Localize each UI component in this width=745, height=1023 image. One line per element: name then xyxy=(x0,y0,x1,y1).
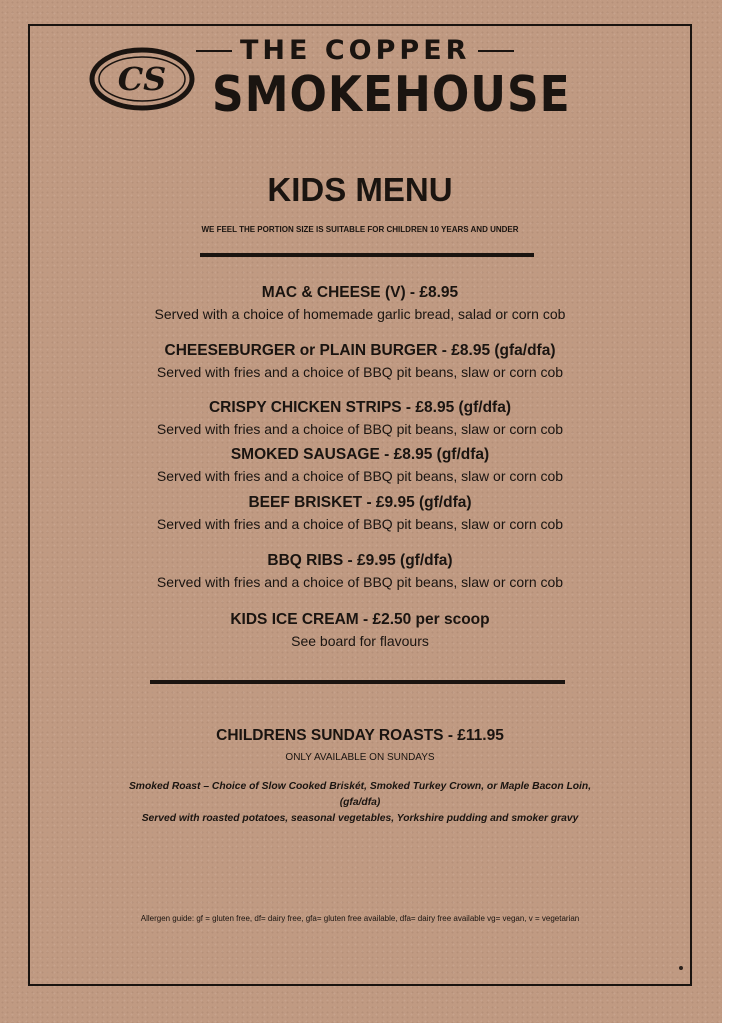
item-name: KIDS ICE CREAM - £2.50 per scoop xyxy=(230,611,490,628)
item-description: Served with fries and a choice of BBQ pit beans, slaw or corn cob xyxy=(156,364,564,380)
menu-item xyxy=(28,609,692,651)
sunday-roast-line: Smoked Roast – Choice of Slow Cooked Briskét, Smoked Turkey Crown, or Maple Bacon Loin, xyxy=(128,781,592,792)
menu-item xyxy=(28,340,692,382)
brand-logo xyxy=(88,36,628,126)
sunday-roast-sides: Served with roasted potatoes, seasonal vegetables, Yorkshire pudding and smoker gravy xyxy=(141,813,579,824)
item-description: Served with fries and a choice of BBQ pit beans, slaw or corn cob xyxy=(156,516,564,532)
logo-dash-left xyxy=(196,50,232,52)
item-description: See board for flavours xyxy=(291,633,429,649)
logo-top-line xyxy=(196,36,616,66)
item-name: BEEF BRISKET - £9.95 (gf/dfa) xyxy=(248,494,472,511)
item-description: Served with fries and a choice of BBQ pit beans, slaw or corn cob xyxy=(156,468,564,484)
menu-item xyxy=(28,397,692,439)
menu-item xyxy=(28,550,692,592)
item-name: BBQ RIBS - £9.95 (gf/dfa) xyxy=(267,552,453,569)
logo-monogram-text: CS xyxy=(117,60,167,98)
cs-monogram-icon xyxy=(88,46,196,112)
section-divider xyxy=(150,680,565,684)
logo-dash-right xyxy=(478,50,514,52)
item-name: SMOKED SAUSAGE - £8.95 (gf/dfa) xyxy=(230,446,490,463)
item-name: CRISPY CHICKEN STRIPS - £8.95 (gf/dfa) xyxy=(208,399,511,416)
paper-speck xyxy=(679,966,683,970)
brand-line2: SMOKEHOUSE xyxy=(212,66,571,124)
menu-item xyxy=(28,492,692,534)
sunday-roast-title: CHILDRENS SUNDAY ROASTS - £11.95 xyxy=(216,727,504,744)
sunday-roast-allergens: (gfa/dfa) xyxy=(339,797,381,808)
allergen-guide: Allergen guide: gf = gluten free, df= dairy free, gfa= gluten free available, dfa= dairy free available vg= vegan, v = vegetarian xyxy=(140,914,580,923)
item-description: Served with fries and a choice of BBQ pit beans, slaw or corn cob xyxy=(156,421,564,437)
item-name: MAC & CHEESE (V) - £8.95 xyxy=(261,284,459,301)
item-description: Served with a choice of homemade garlic bread, salad or corn cob xyxy=(154,306,566,322)
menu-item xyxy=(28,444,692,486)
item-name: CHEESEBURGER or PLAIN BURGER - £8.95 (gfa/dfa) xyxy=(164,342,556,359)
menu-heading: KIDS MENU xyxy=(267,171,453,208)
portion-note: WE FEEL THE PORTION SIZE IS SUITABLE FOR CHILDREN 10 YEARS AND UNDER xyxy=(201,225,519,234)
sunday-roast-note: ONLY AVAILABLE ON SUNDAYS xyxy=(285,752,435,763)
item-description: Served with fries and a choice of BBQ pit beans, slaw or corn cob xyxy=(156,574,564,590)
heading-divider xyxy=(200,253,534,257)
brand-line1: THE COPPER xyxy=(240,35,471,66)
menu-item xyxy=(28,282,692,324)
